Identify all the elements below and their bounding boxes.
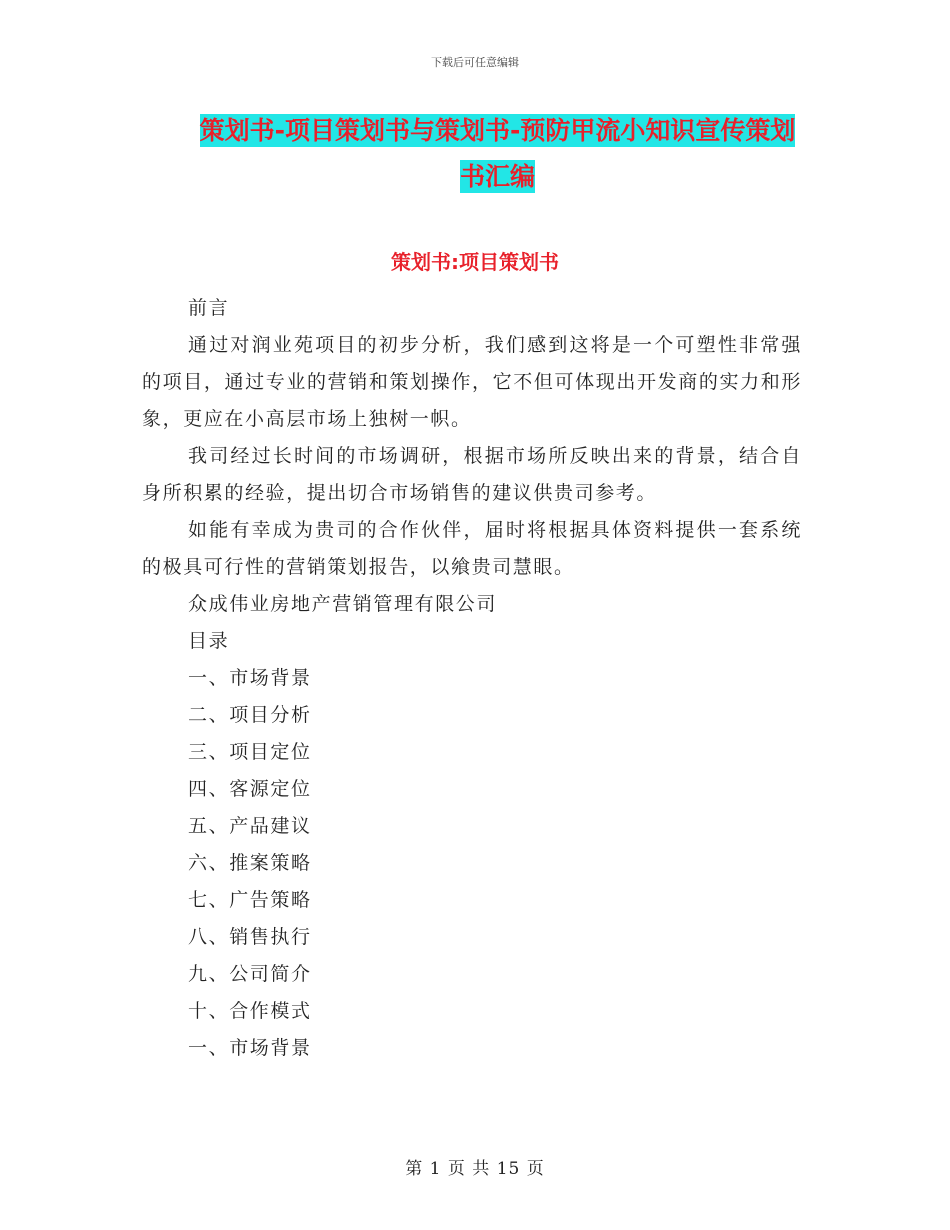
main-title [190,108,805,200]
paragraph-company: 众成伟业房地产营销管理有限公司 [188,593,498,615]
main-title-text: 策划书-项目策划书与策划书-预防甲流小知识宣传策划书汇编 [199,116,796,191]
paragraph-toc-heading: 目录 [188,630,230,652]
toc-item: 一、市场背景 [188,1037,312,1059]
paragraph: 如能有幸成为贵司的合作伙伴，届时将根据具体资料提供一套系统的极具可行性的营销策划报告，以飨贵司慧眼。 [142,519,802,578]
header-note: 下载后可任意编辑 [431,56,519,69]
toc-item: 二、项目分析 [188,704,312,726]
toc-item: 九、公司简介 [188,963,312,985]
toc-item: 五、产品建议 [188,815,312,837]
page-number: 第 1 页 共 15 页 [405,1159,545,1179]
toc-item: 三、项目定位 [188,741,312,763]
toc-item: 七、广告策略 [188,889,312,911]
paragraph-preface: 前言 [188,297,230,319]
table-of-contents [142,660,802,1067]
toc-item: 四、客源定位 [188,778,312,800]
paragraph: 我司经过长时间的市场调研，根据市场所反映出来的背景，结合自身所积累的经验，提出切合市场销售的建议供贵司参考。 [142,445,802,504]
document-body [142,290,802,1067]
section-title: 策划书:项目策划书 [391,250,559,274]
toc-item: 八、销售执行 [188,926,312,948]
paragraph: 通过对润业苑项目的初步分析，我们感到这将是一个可塑性非常强的项目，通过专业的营销和策划操作，它不但可体现出开发商的实力和形象，更应在小高层市场上独树一帜。 [142,334,802,430]
toc-item: 一、市场背景 [188,667,312,689]
toc-item: 十、合作模式 [188,1000,312,1022]
toc-item: 六、推案策略 [188,852,312,874]
